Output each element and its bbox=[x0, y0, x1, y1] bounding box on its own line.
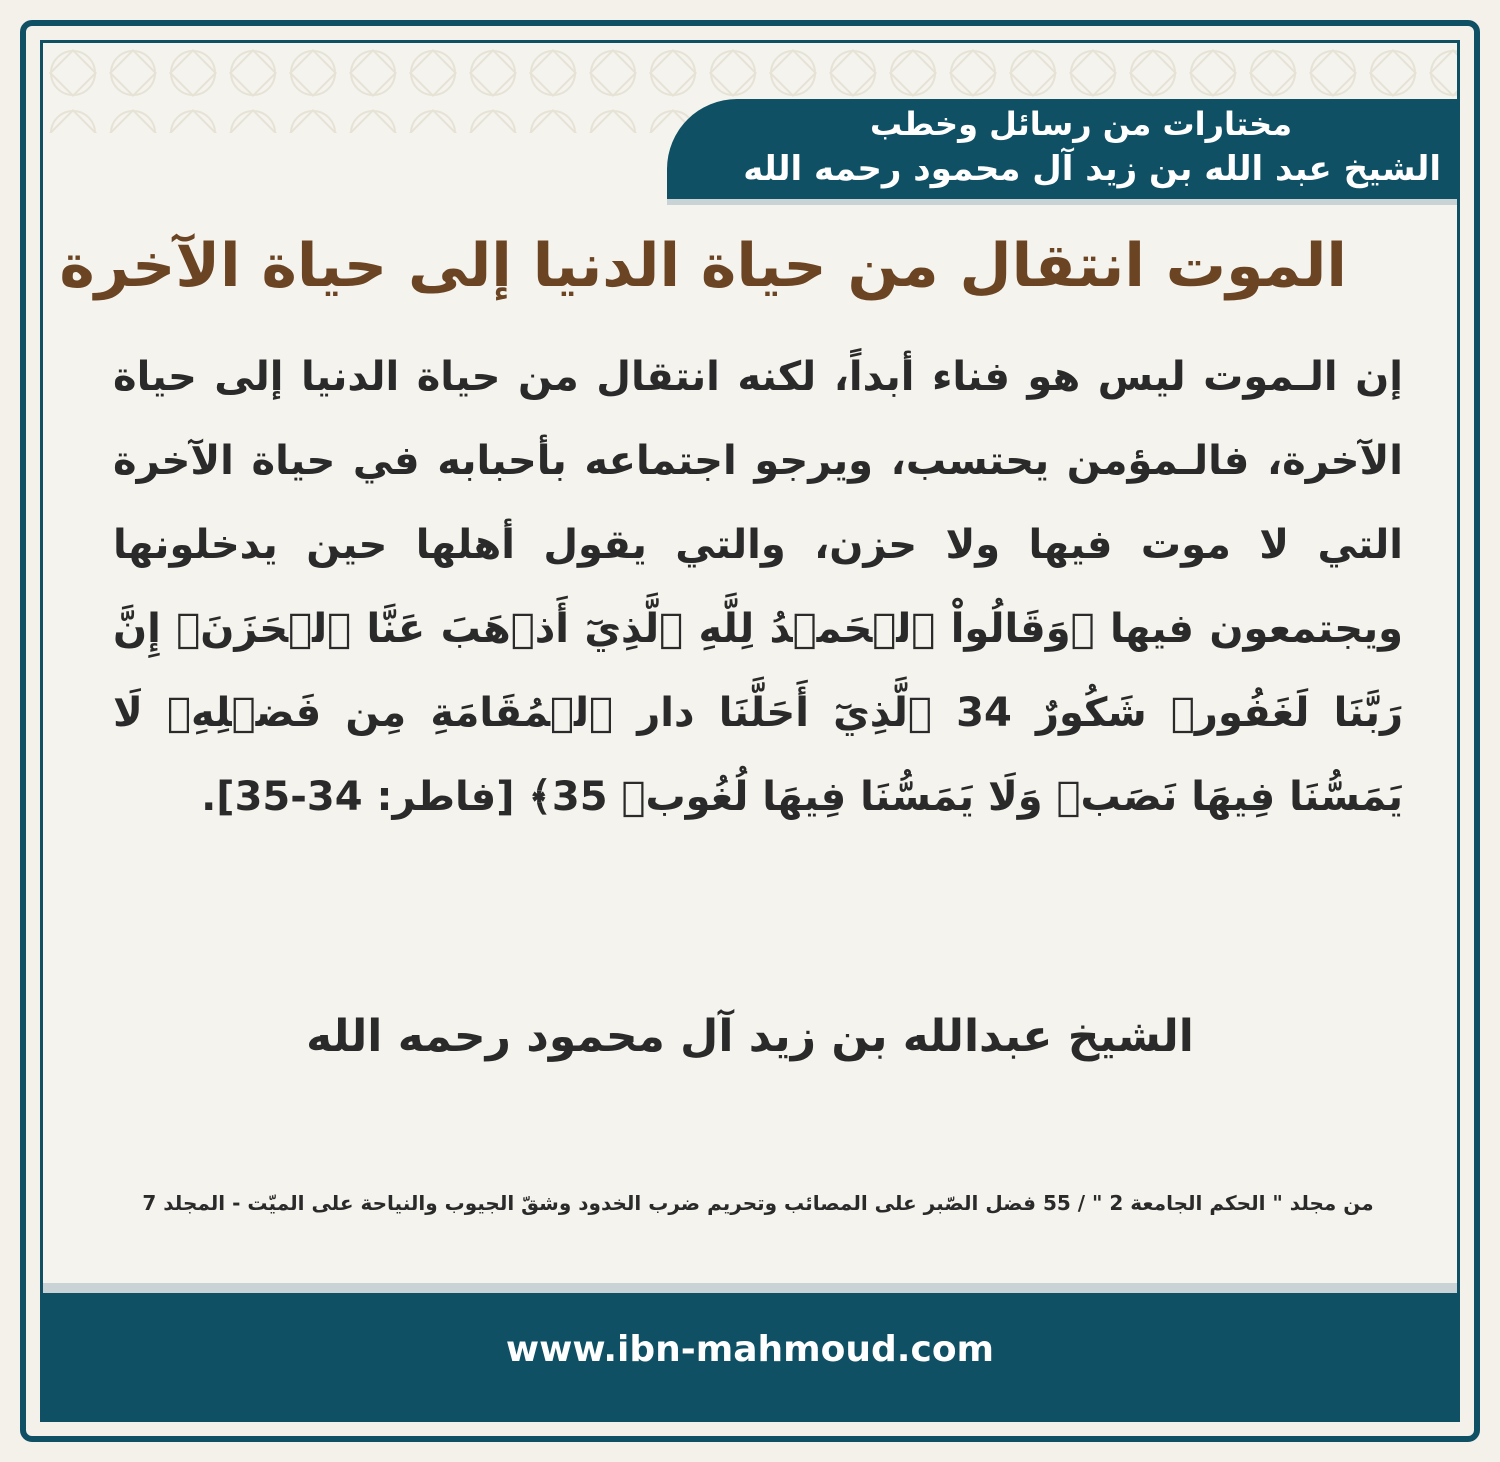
header-banner bbox=[667, 99, 1457, 199]
body-paragraph: إن الـموت ليس هو فناء أبداً، لكنه انتقال من حياة الدنيا إلى حياة الآخرة، فالـمؤمن يحتسب، ويرجو اجتماعه بأحبابه في حياة الآخرة التي لا موت فيها ولا حزن، والتي يقول أهلها حين يدخلونها ويجتمعون فيها ﴿وَقَالُواْ ٱلۡحَمۡدُ لِلَّهِ ٱلَّذِيٓ أَذۡهَبَ عَنَّا ٱلۡحَزَنَۖ إِنَّ رَبَّنَا لَغَفُورٞ شَكُورٌ 34 ٱلَّذِيٓ أَحَلَّنَا دار ٱلۡمُقَامَةِ مِن فَضۡلِهِۦ لَا يَمَسُّنَا فِيهَا نَصَبٞ وَلَا يَمَسُّنَا فِيهَا لُغُوبٞ 35﴾ [فاطر: 34-35]. bbox=[113, 354, 1404, 820]
footer-bar bbox=[43, 1283, 1457, 1419]
header-series-title: مختارات من رسائل وخطب bbox=[869, 105, 1292, 143]
website-link[interactable]: www.ibn-mahmoud.com bbox=[505, 1329, 995, 1370]
page-title: الموت انتقال من حياة الدنيا إلى حياة الآخرة bbox=[59, 231, 1347, 301]
author-signature: الشيخ عبدالله بن زيد آل محمود رحمه الله bbox=[306, 1011, 1194, 1062]
card bbox=[40, 40, 1460, 1422]
header-author-name: الشيخ عبد الله بن زيد آل محمود رحمه الله bbox=[743, 149, 1441, 189]
source-citation: من مجلد " الحكم الجامعة 2 " / 55 فضل الصّبر على المصائب وتحريم ضرب الخدود وشقّ الجيوب والنياحة على الميّت - المجلد 7 bbox=[142, 1191, 1374, 1215]
